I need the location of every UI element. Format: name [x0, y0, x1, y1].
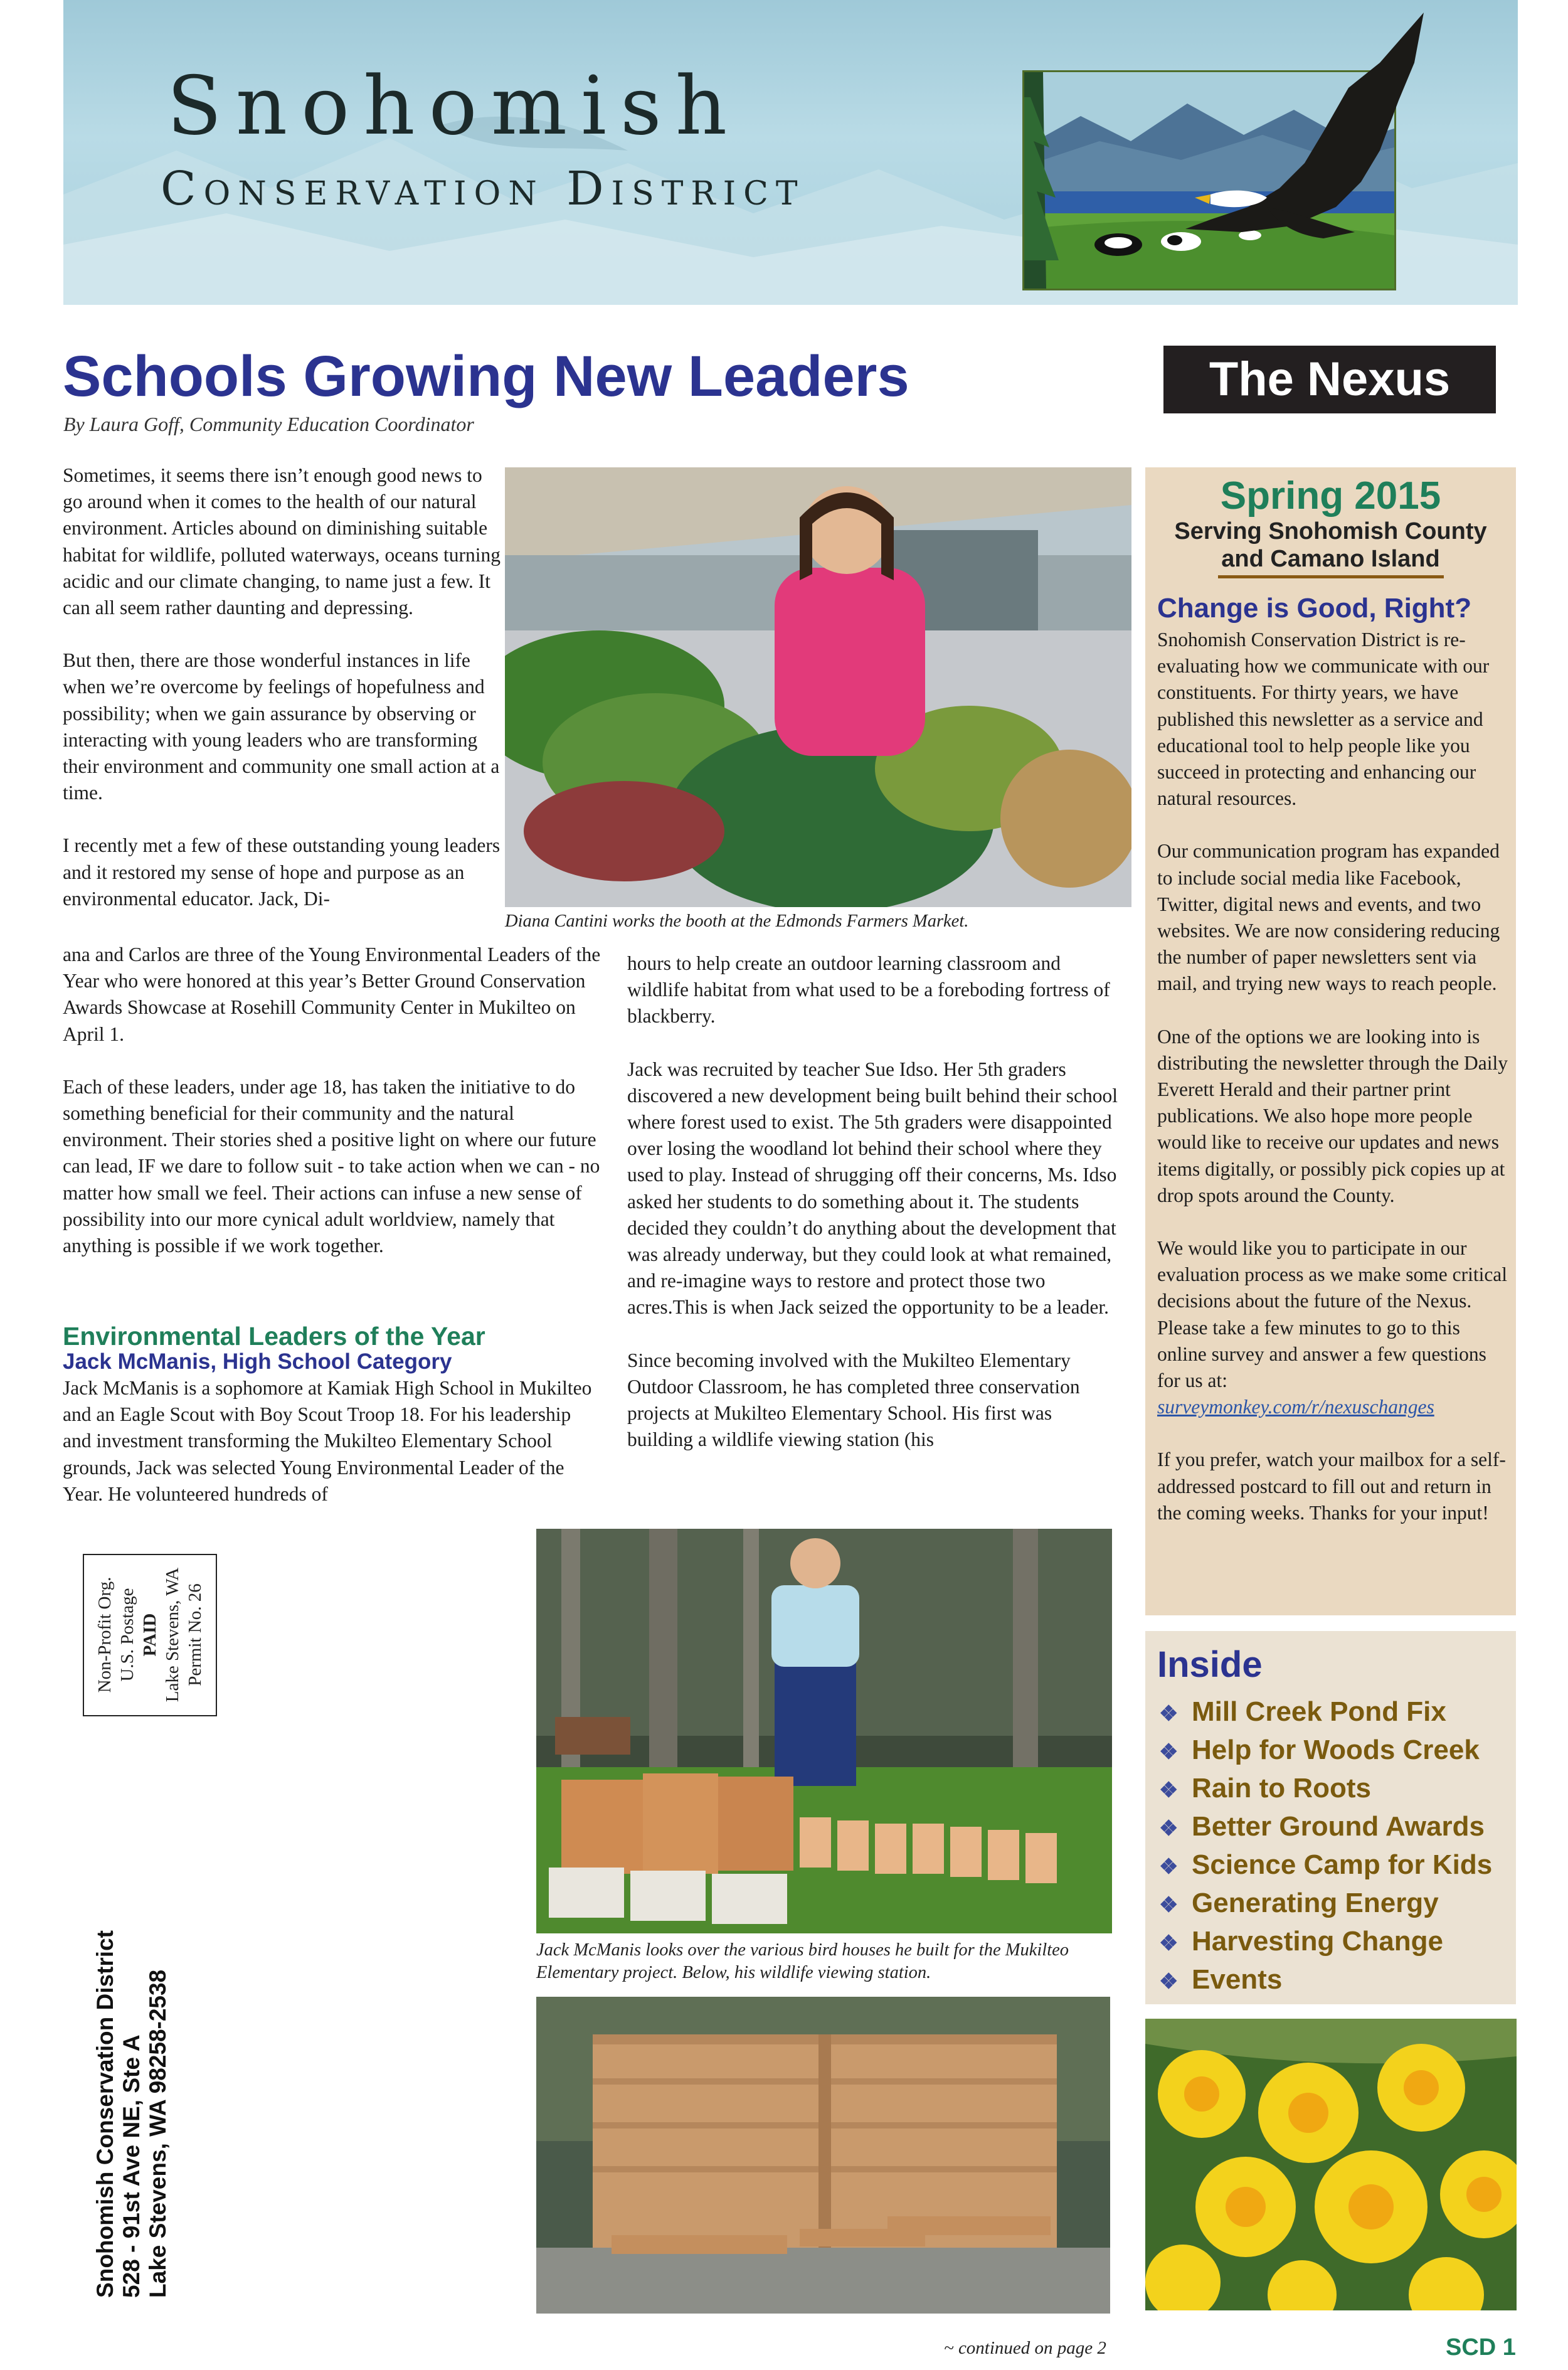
farmers-market-photo — [505, 467, 1131, 907]
inside-item: ❖ Mill Creek Pond Fix — [1145, 1694, 1492, 1732]
return-address-line: Lake Stevens, WA 98258-2538 — [145, 1969, 171, 2298]
article-paragraph: But then, there are those wonderful instances in life when we’re overcome by feelings of hopefulness and possibility; when we gain assurance by observing or interacting with young leaders who are transforming their environment and community one small action at a time. — [63, 649, 500, 804]
article-column-2 — [627, 950, 1120, 1479]
indicia-line: Non-Profit Org. — [95, 1576, 115, 1693]
eagle-illustration — [1173, 6, 1436, 263]
bird-houses-photo — [536, 1529, 1112, 1933]
masthead-subtitle: Conservation District — [161, 162, 805, 216]
article-headline: Schools Growing New Leaders — [63, 344, 909, 408]
serving-line-2: and Camano Island — [1221, 546, 1440, 572]
indicia-line: U.S. Postage — [117, 1588, 137, 1682]
bullet-icon: ❖ — [1159, 1702, 1179, 1726]
article-paragraph: Sometimes, it seems there isn’t enough good news to go around when it comes to the health of our natural environment. Articles abound on diminishing suitable habitat for wildlife, polluted waterways, oceans turning acidic and our climate changing, to name just a few. It can all seem rather daunting and depressing. — [63, 464, 501, 619]
sidebar-closing: If you prefer, watch your mailbox for a self-addressed postcard to fill out and return in the coming weeks. Thanks for your input! — [1157, 1448, 1506, 1524]
inside-box — [1145, 1631, 1516, 2004]
bullet-icon: ❖ — [1159, 1817, 1179, 1841]
bullet-icon: ❖ — [1159, 1740, 1179, 1764]
return-address — [82, 1923, 182, 2305]
page-label: SCD 1 — [1446, 2334, 1516, 2361]
sidebar-paragraph: Snohomish Conservation District is re-evaluating how we communicate with our constituents. For thirty years, we have published this newsletter as a service and educational tool to help people like you succeed in protecting and enhancing our natural resources. — [1157, 629, 1490, 810]
indicia-paid: PAID — [140, 1613, 160, 1657]
article-paragraph: Each of these leaders, under age 18, has taken the initiative to do something beneficial for their community and the natural environment. Their stories shed a positive light on where our future can lead, IF we dare to follow suit - to take action when we can - no matter how small we feel. Their actions can infuse a new sense of possibility into our more cynical adult worldview, namely that anything is possible if we work together. — [63, 1075, 600, 1257]
inside-list — [1145, 1694, 1492, 2000]
sidebar-paragraph: We would like you to participate in our evaluation process as we make some critical decisions about the future of the Nexus. Please take a few minutes to go to this online survey and answer a few questions for us at: — [1157, 1237, 1508, 1392]
article-column-1-continued — [63, 942, 615, 1285]
inside-item: ❖ Rain to Roots — [1145, 1770, 1492, 1809]
bullet-icon: ❖ — [1159, 1855, 1179, 1879]
indicia-line: Lake Stevens, WA — [162, 1567, 183, 1703]
photo-caption-bird-houses: Jack McManis looks over the various bird houses he built for the Mukilteo Elementary project. Below, his wildlife viewing station. — [536, 1940, 1069, 1982]
article-paragraph: Since becoming involved with the Mukilteo Elementary Outdoor Classroom, he has completed three conservation projects at Mukilteo Elementary School. His first was building a wildlife viewing station (his — [627, 1349, 1080, 1451]
sidebar-paragraph: Our communication program has expanded to include social media like Facebook, Twitter, digital news and events, and two websites. We are now considering reducing the number of paper newsletters sent via mail, and trying new ways to reach people. — [1157, 840, 1500, 995]
bullet-icon: ❖ — [1159, 1778, 1179, 1802]
sidebar-panel — [1145, 467, 1516, 1615]
serving-area — [1145, 518, 1516, 573]
sidebar-divider — [1218, 575, 1444, 578]
survey-link[interactable]: surveymonkey.com/r/nexuschanges — [1157, 1396, 1434, 1418]
bullet-icon: ❖ — [1159, 1893, 1179, 1917]
postage-indicia — [83, 1554, 217, 1716]
daffodils-image — [1145, 2019, 1517, 2310]
return-address-line: 528 - 91st Ave NE, Ste A — [119, 2034, 144, 2298]
serving-line-1: Serving Snohomish County — [1174, 518, 1487, 545]
viewing-station-photo — [536, 1997, 1110, 2314]
article-column-1 — [63, 462, 502, 938]
indicia-line: Permit No. 26 — [185, 1583, 205, 1686]
sidebar-heading: Change is Good, Right? — [1157, 593, 1472, 624]
daffodils-photo — [1145, 2019, 1517, 2310]
sidebar-paragraph: One of the options we are looking into is distributing the newsletter through the Daily Everett Herald and their partner print publications. We also hope more people would like to receive our updates and news items digitally, or possibly pick copies up at drop spots around the County. — [1157, 1025, 1508, 1206]
photo-caption-market: Diana Cantini works the booth at the Edmonds Farmers Market. — [505, 911, 969, 931]
article-byline: By Laura Goff, Community Education Coordinator — [63, 413, 474, 435]
article-paragraph: Jack was recruited by teacher Sue Idso. Her 5th graders discovered a new development being built behind their school where forest used to exist. The 5th graders were disappointed over losing the woodland lot behind their school where they used to play. Instead of shrugging off their concerns, Ms. Idso asked her students to do something about it. The students decided they couldn’t do anything about the development that was already underway, but they could look at what remained, and re-imagine ways to restore and protect those two acres.This is when Jack seized the opportunity to be a leader. — [627, 1058, 1118, 1319]
inside-item: ❖ Better Ground Awards — [1145, 1809, 1492, 1847]
bullet-icon: ❖ — [1159, 1970, 1179, 1994]
article-paragraph: ana and Carlos are three of the Young Environmental Leaders of the Year who were honored at this year’s Better Ground Conservation Awards Showcase at Rosehill Community Center in Mukilteo on April 1. — [63, 943, 601, 1045]
bird-houses-image — [536, 1529, 1112, 1933]
inside-item: ❖ Harvesting Change — [1145, 1923, 1492, 1962]
bullet-icon: ❖ — [1159, 1932, 1179, 1955]
nexus-badge: The Nexus — [1163, 346, 1496, 413]
continued-note: ~ continued on page 2 — [944, 2338, 1106, 2358]
return-address-line: Snohomish Conservation District — [92, 1930, 118, 2298]
inside-item: ❖ Generating Energy — [1145, 1885, 1492, 1923]
masthead-title: Snohomish — [167, 60, 741, 153]
issue-season: Spring 2015 — [1220, 474, 1441, 518]
section-heading: Environmental Leaders of the Year — [63, 1322, 485, 1351]
inside-item: ❖ Science Camp for Kids — [1145, 1847, 1492, 1885]
inside-heading: Inside — [1157, 1644, 1263, 1685]
viewing-station-image — [536, 1997, 1110, 2314]
subsection-heading: Jack McManis, High School Category — [63, 1349, 452, 1374]
sidebar-body — [1157, 627, 1508, 1553]
article-paragraph: hours to help create an outdoor learning classroom and wildlife habitat from what used to be a foreboding fortress of blackberry. — [627, 952, 1110, 1028]
jack-paragraph: Jack McManis is a sophomore at Kamiak High School in Mukilteo and an Eagle Scout with Boy Scout Troop 18. For his leadership and investment transforming the Mukilteo Elementary School grounds, Jack was selected Young Environmental Leader of the Year. He volunteered hundreds of — [63, 1377, 592, 1505]
inside-item: ❖ Help for Woods Creek — [1145, 1732, 1492, 1770]
article-paragraph: I recently met a few of these outstanding young leaders and it restored my sense of hope and purpose as an environmental educator. Jack, Di- — [63, 834, 501, 910]
inside-item: ❖ Events — [1145, 1962, 1492, 2000]
farmers-market-image — [505, 467, 1131, 907]
